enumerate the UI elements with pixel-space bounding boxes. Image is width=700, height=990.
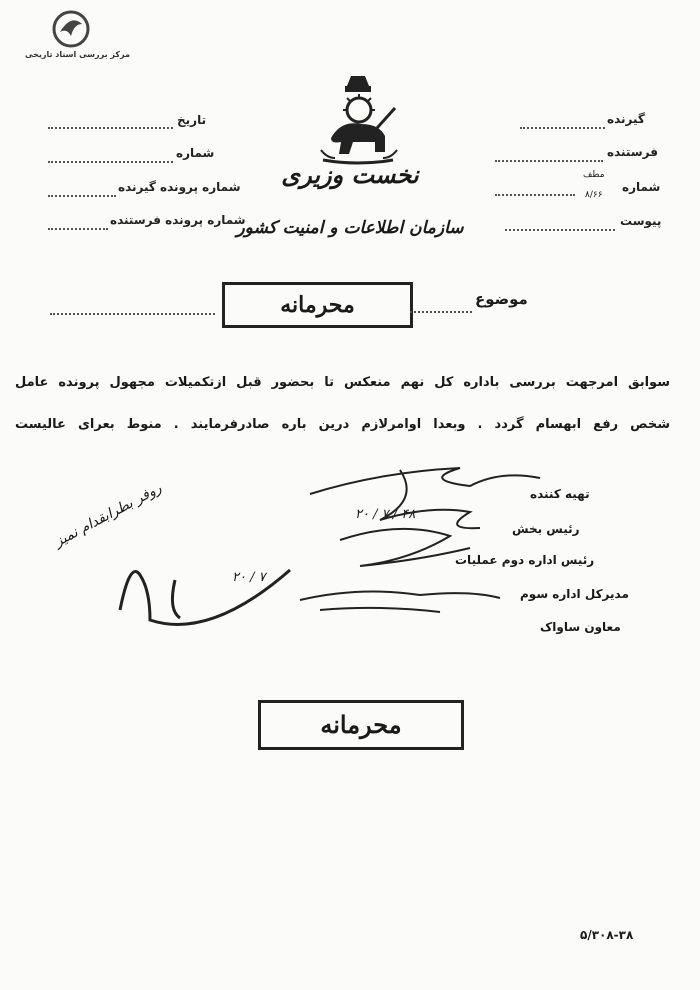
sender-file-label: شماره پرونده فرستنده	[110, 213, 246, 227]
dept-head-label: رئیس اداره دوم عملیات	[455, 553, 595, 567]
receiver-file-label: شماره پرونده گیرنده	[118, 180, 241, 194]
number-label-right: شماره	[622, 180, 661, 194]
document-code: ۵/۳۰۸-۳۸	[580, 928, 634, 942]
receiver-label: گیرنده	[607, 112, 645, 126]
date-label: تاریخ	[177, 113, 207, 127]
subject-label: موضوع	[475, 290, 528, 308]
director-general-label: مدیرکل اداره سوم	[520, 587, 629, 601]
preparer-date: ۲۰ / ۷ / ۴۸	[355, 507, 416, 522]
archive-logo-text: مرکز بررسی اسناد تاریخی	[25, 50, 130, 59]
number-value-bottom: ۸/۶۶	[585, 190, 603, 200]
marginal-handwritten-note: روفر بطرابقدام نمیز	[52, 480, 165, 551]
marginal-date: ۲۰ / ۷	[232, 570, 266, 585]
classification-stamp-bottom: محرمانه	[258, 700, 464, 750]
number-value-top: مطف	[583, 170, 605, 180]
preparer-label: تهیه کننده	[530, 487, 590, 501]
section-head-label: رئیس بخش	[512, 522, 580, 536]
sender-label: فرستنده	[607, 145, 658, 159]
attachment-label: پیوست	[620, 214, 662, 228]
body-line-2: شخص رفع ابهسام گردد . وبعدا اوامرلازم درین باره صادرفرمایند . منوط بعرای عالیست	[15, 417, 670, 432]
number-label-left: شماره	[176, 146, 215, 160]
body-line-1: سوابق امرجهت بررسی باداره کل نهم منعکس تا بحضور قبل ازتکمیلات مجهول پرونده عامل	[15, 375, 670, 390]
classification-stamp-top: محرمانه	[222, 282, 413, 328]
letterhead-title: نخست وزیری	[281, 160, 419, 189]
deputy-label: معاون ساواک	[540, 620, 621, 634]
letterhead-organization: سازمان اطلاعات و امنیت کشور	[236, 218, 464, 238]
